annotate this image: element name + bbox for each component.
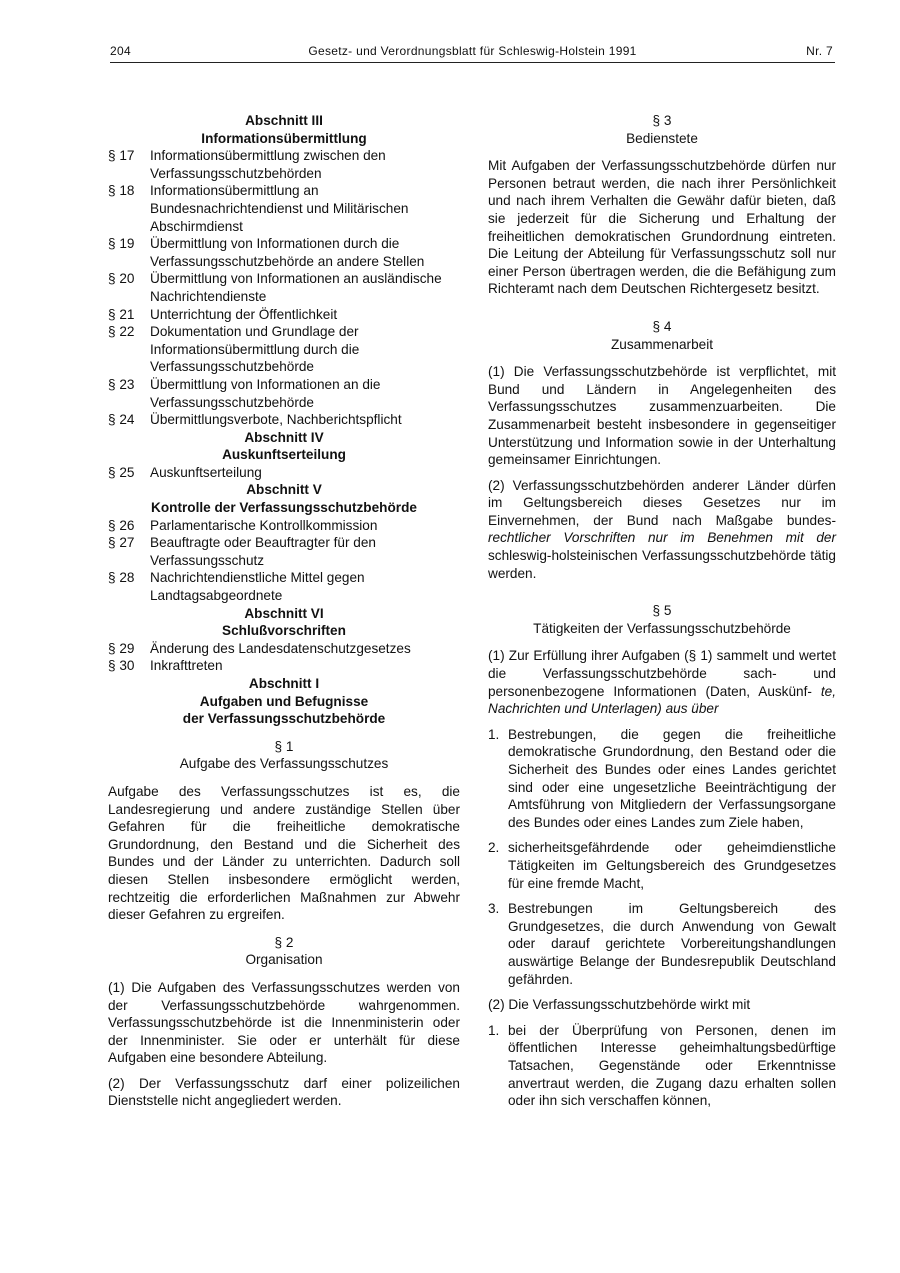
toc-entry bbox=[108, 640, 460, 658]
paragraph-text bbox=[488, 647, 836, 717]
list-item bbox=[488, 900, 836, 988]
paragraph-title: Zusammenarbeit bbox=[611, 336, 713, 352]
toc-entry bbox=[108, 517, 460, 535]
paragraph-number: § 5 bbox=[652, 603, 672, 619]
section-title: Aufgaben und Befugnisse bbox=[199, 693, 369, 709]
section-label: Abschnitt VI bbox=[244, 605, 324, 621]
toc-text: Informationsübermittlung zwischen den Verfassungsschutzbehörden bbox=[150, 148, 386, 181]
toc-text: Inkrafttreten bbox=[150, 658, 223, 674]
journal-title: Gesetz- und Verordnungsblatt für Schleswig-Holstein 1991 bbox=[308, 44, 637, 58]
paragraph-number: § 3 bbox=[652, 113, 672, 128]
paragraph-text bbox=[488, 477, 836, 583]
section-title: der Verfassungsschutzbehörde bbox=[182, 711, 386, 727]
text-run: (1) Zur Erfüllung ihrer Aufgaben (§ 1) sammelt und wertet die Verfassungsschutzbehörde sach- und personenbezogene Informationen (Daten, Auskünf- bbox=[488, 648, 836, 699]
paragraph-text: (2) Der Verfassungsschutz darf einer polizeilichen Dienststelle nicht angegliedert werden. bbox=[108, 1075, 460, 1109]
text-run-italic: te, Nachrichten und Unterlagen) aus über bbox=[488, 683, 836, 717]
paragraph-number: § 4 bbox=[652, 318, 672, 334]
toc-number: § 28 bbox=[108, 570, 135, 586]
toc-text: Übermittlung von Informationen durch die Verfassungsschutzbehörde an andere Stellen bbox=[150, 236, 425, 269]
toc-number: § 25 bbox=[108, 464, 135, 480]
toc-text: Übermittlung von Informationen an ausländische Nachrichtendienste bbox=[150, 271, 442, 304]
paragraph-text: (2) Die Verfassungsschutzbehörde wirkt mit bbox=[488, 997, 751, 1013]
list-number: 2. bbox=[488, 840, 500, 856]
paragraph-text: (1) Die Verfassungsschutzbehörde ist verpflichtet, mit Bund und Ländern in Angelegenheiten des Verfassungsschutzes zusammenzuarbeiten. Die Zusammenarbeit besteht insbesondere in gegenseitiger Unterstützung und Information sowie in der Unterhaltung gemeinsamer Einrichtungen. bbox=[488, 364, 836, 468]
toc-entry bbox=[108, 657, 460, 675]
paragraph-title: Bedienstete bbox=[626, 130, 698, 146]
toc-number: § 29 bbox=[108, 640, 135, 656]
toc-entry bbox=[108, 464, 460, 482]
toc-number: § 24 bbox=[108, 412, 135, 428]
section-title: Informationsübermittlung bbox=[201, 130, 367, 146]
list-item bbox=[488, 726, 836, 832]
list-item bbox=[488, 839, 836, 892]
paragraph-text: Mit Aufgaben der Verfassungsschutzbehörde dürfen nur Personen betraut werden, die nach ihrer Persönlichkeit und nach ihrem Verhalten die Gewähr dafür bieten, daß sie jederzeit für die Sicherung und Erhaltung der freiheitlichen demokratischen Grundordnung eintreten. Die Leitung der Abteilung für Verfassungsschutz soll nur einer Person übertragen werden, die die Befähigung zum Richteramt nach dem Deutschen Richtergesetz besitzt. bbox=[488, 158, 836, 297]
toc-text: Unterrichtung der Öffentlichkeit bbox=[150, 306, 338, 322]
toc-entry bbox=[108, 270, 460, 305]
toc-text: Nachrichtendienstliche Mittel gegen Landtagsabgeordnete bbox=[150, 570, 365, 604]
left-column bbox=[108, 112, 460, 1110]
section-label: Abschnitt IV bbox=[244, 429, 324, 445]
toc-entry bbox=[108, 534, 460, 569]
toc-entry bbox=[108, 235, 460, 270]
text-run: schleswig-holsteinischen Verfassungsschutzbehörde tätig werden. bbox=[488, 548, 836, 581]
toc-number: § 27 bbox=[108, 535, 135, 551]
section-title: Auskunftserteilung bbox=[222, 447, 346, 463]
list-number: 1. bbox=[488, 726, 500, 742]
paragraph-title: Aufgabe des Verfassungsschutzes bbox=[179, 756, 389, 772]
toc-number: § 26 bbox=[108, 517, 135, 533]
issue-number: Nr. 7 bbox=[806, 44, 833, 58]
page-number: 204 bbox=[110, 44, 131, 58]
page-header bbox=[110, 44, 835, 63]
section-label: Abschnitt I bbox=[248, 676, 320, 691]
toc-entry bbox=[108, 411, 460, 429]
toc-number: § 19 bbox=[108, 236, 135, 252]
toc-text: Beauftragte oder Beauftragter für den Verfassungsschutz bbox=[150, 535, 376, 568]
list-text: Bestrebungen im Geltungsbereich des Grundgesetzes, die durch Anwendung von Gewalt oder darauf gerichtete Vorbereitungshandlungen auswärtige Belange der Bundesrepublik Deutschland gefährden. bbox=[508, 901, 836, 987]
list-text: Bestrebungen, die gegen die freiheitliche demokratische Grundordnung, den Bestand oder die Sicherheit des Bundes oder eines Landes gerichtet sind oder eine ungesetzliche Beeinträchtigung der Amtsführung von Mitgliedern der Verfassungsorgane des Bundes oder eines Landes zum Ziele haben, bbox=[508, 726, 836, 830]
toc-number: § 18 bbox=[108, 183, 135, 199]
toc-entry bbox=[108, 147, 460, 182]
list-text: bei der Überprüfung von Personen, denen im öffentlichen Interesse geheimhaltungsbedürftige Tatsachen, Gegenstände oder Erkenntnisse anvertraut werden, die Zugang dazu erhalten sollen oder ihn sich verschaffen können, bbox=[508, 1022, 836, 1109]
toc-number: § 21 bbox=[108, 306, 135, 322]
paragraph-text: (1) Die Aufgaben des Verfassungsschutzes werden von der Verfassungsschutzbehörde wahrgenommen. Verfassungsschutzbehörde ist die Innenministerin oder der Innenminister. Sie oder er unterhält für diese Aufgaben eine besondere Abteilung. bbox=[108, 979, 460, 1066]
paragraph-text: Aufgabe des Verfassungsschutzes ist es, die Landesregierung und andere zuständige Stellen über Gefahren für die freiheitliche demokratische Grundordnung, den Bestand und die Sicherheit des Bundes und der Länder zu unterrichten. Dadurch soll diesen Stellen insbesondere ermöglicht werden, rechtzeitig die erforderlichen Maßnahmen zur Abwehr dieser Gefahren zu ergreifen. bbox=[108, 783, 460, 923]
text-run-italic: rechtlicher Vorschriften nur im Benehmen mit der bbox=[488, 530, 836, 546]
toc-number: § 20 bbox=[108, 271, 135, 287]
toc-entry bbox=[108, 323, 460, 376]
toc-entry bbox=[108, 376, 460, 411]
section-title: Kontrolle der Verfassungsschutzbehörde bbox=[151, 500, 417, 516]
list-item bbox=[488, 1022, 836, 1110]
section-label: Abschnitt V bbox=[246, 482, 322, 498]
toc-text: Informationsübermittlung an Bundesnachrichtendienst und Militärischen Abschirmdienst bbox=[150, 183, 409, 234]
toc-number: § 22 bbox=[108, 324, 135, 340]
list-number: 3. bbox=[488, 901, 500, 917]
section-label: Abschnitt III bbox=[245, 113, 323, 128]
paragraph-number: § 2 bbox=[274, 934, 294, 950]
toc-list bbox=[108, 147, 460, 429]
toc-entry bbox=[108, 182, 460, 235]
right-column bbox=[488, 112, 836, 1110]
toc-text: Übermittlungsverbote, Nachberichtspflicht bbox=[150, 412, 402, 428]
text-run: (2) Verfassungsschutzbehörden anderer Länder dürfen im Geltungsbereich dieses Gesetzes nur im Einvernehmen, der Bund nach Maßgabe bundes- bbox=[488, 477, 836, 528]
paragraph-title: Tätigkeiten der Verfassungsschutzbehörde bbox=[533, 620, 791, 636]
toc-text: Dokumentation und Grundlage der Informationsübermittlung durch die Verfassungsschutzbehörde bbox=[150, 324, 360, 375]
paragraph-number: § 1 bbox=[274, 738, 294, 754]
toc-text: Parlamentarische Kontrollkommission bbox=[150, 517, 378, 533]
paragraph-title: Organisation bbox=[245, 952, 323, 968]
toc-text: Änderung des Landesdatenschutzgesetzes bbox=[150, 640, 411, 656]
toc-number: § 30 bbox=[108, 658, 135, 674]
toc-text: Übermittlung von Informationen an die Verfassungsschutzbehörde bbox=[150, 376, 381, 410]
toc-text: Auskunftserteilung bbox=[150, 464, 262, 480]
toc-entry bbox=[108, 306, 460, 324]
toc-number: § 23 bbox=[108, 376, 135, 392]
list-text: sicherheitsgefährdende oder geheimdienstliche Tätigkeiten im Geltungsbereich des Grundgesetzes für eine fremde Macht, bbox=[508, 840, 836, 891]
toc-entry bbox=[108, 569, 460, 604]
section-title: Schlußvorschriften bbox=[222, 623, 346, 639]
list-number: 1. bbox=[488, 1022, 500, 1038]
toc-number: § 17 bbox=[108, 148, 135, 164]
